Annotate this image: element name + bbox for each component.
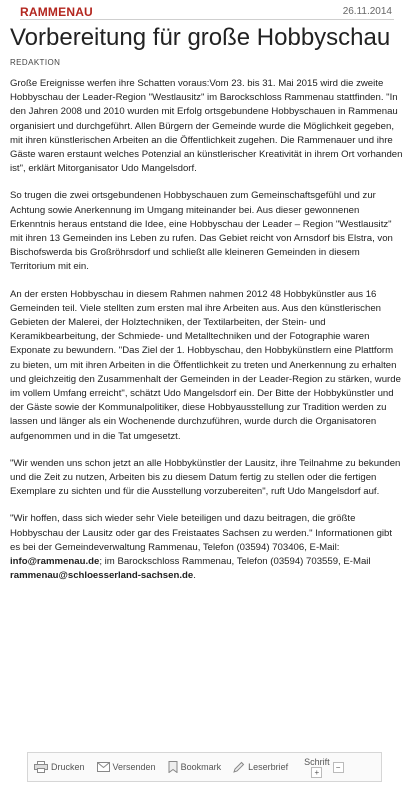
article-title: Vorbereitung für große Hobbyschau	[10, 24, 391, 51]
email-link-info[interactable]: info@rammenau.de	[10, 556, 100, 568]
header-divider	[20, 19, 394, 20]
contact-text-end: .	[193, 570, 196, 582]
print-button[interactable]	[34, 761, 85, 773]
bookmark-button[interactable]	[168, 761, 222, 773]
font-decrease-button[interactable]: −	[333, 762, 344, 773]
location-label: RAMMENAU	[20, 5, 93, 19]
letter-button[interactable]	[233, 761, 288, 773]
contact-text: "Wir hoffen, dass sich wieder sehr Viele beteiligen und dazu beitragen, die größte Hobbyschau der Lausitz oder gar des Freistaates Sachsen zu werden." Informationen gibt es bei der Gemeindeverwaltung Rammenau, Telefon (03594) 703406, E-Mail:	[10, 513, 393, 553]
article-paragraph-3: An der ersten Hobbyschau in diesem Rahmen nahmen 2012 48 Hobbykünstler aus 16 Gemeinden teil. Viele stellten zum ersten mal ihre Arbeiten aus. Aus den künstlerischen Gebieten der Malerei, der Holztechniken, der Textilarbeiten, der Stein- und Keramikbearbeitung, der Schmiede- und Metalltechniken und der Fotographie waren Exponate zu bewundern. "Das Ziel der 1. Hobbyschau, den Hobbykünstlern eine Plattform zu bieten, um mit ihren Arbeiten in die Öffentlichkeit zu treten und Anerkennung zu erhalten und gleichzeitig den Zusammenhalt der Gemeinden in der Leader-Region zu stärken, wurde im vollem Umfang erreicht", schätzt Udo Mangelsdorf ein. Der Bitte der Hobbykünstler und der Gäste sowie der Kommunalpolitiker, diese Hobbyausstellung zur Tradition werden zu lassen und länger als ein Wochenende durchzuführen, wurde durch die Organisatoren aufgenommen und in die Tat umgesetzt.	[10, 288, 401, 442]
publish-date: 26.11.2014	[342, 6, 392, 17]
article-body	[10, 77, 404, 584]
font-size-control	[304, 757, 344, 778]
font-size-stack	[304, 757, 330, 778]
letter-label: Leserbrief	[248, 762, 289, 772]
contact-text-middle: ; im Barockschloss Rammenau, Telefon (03594) 703559, E-Mail	[99, 556, 371, 568]
bookmark-label: Bookmark	[180, 762, 222, 772]
pencil-icon	[233, 761, 245, 773]
article-paragraph-1: Große Ereignisse werfen ihre Schatten voraus:Vom 23. bis 31. Mai 2015 wird die zweite Hobbyschau der Leader-Region "Westlausitz" im Barockschloss Rammenau stattfinden. "In den Jahren 2008 und 2010 wurden mit Erfolg ortsgebundene Hobbyschauen in Rammenau organisiert und durchgeführt. Allen Bürgern der Gemeinde wurde die Möglichkeit gegeben, mit ihren künstlerischen Arbeiten an die Öffentlichkeit zugehen. Die Rammenauer und ihre Gäste waren erstaunt welches Potenzial an künstlerischer Kreativität in ihrem Ort vorhanden ist", erklärt Mitorganisator Udo Mangelsdorf.	[10, 78, 403, 175]
send-button[interactable]	[97, 762, 156, 772]
envelope-icon	[97, 762, 110, 772]
article-paragraph-5	[10, 512, 404, 583]
font-size-label: Schrift	[304, 756, 330, 767]
article-paragraph-4: "Wir wenden uns schon jetzt an alle Hobbykünstler der Lausitz, ihre Teilnahme zu bekunden und die Zeit zu nutzen, Arbeiten bis zu diesem Datum fertig zu stellen oder die fertigen Exemplare zu sichten und für die Ausstellung vorzubereiten", ruft Udo Mangelsdorf auf.	[10, 457, 401, 498]
bookmark-icon	[168, 761, 178, 773]
send-label: Versenden	[112, 762, 156, 772]
printer-icon	[34, 761, 48, 773]
article-toolbar	[27, 752, 382, 782]
font-increase-button[interactable]: +	[311, 767, 322, 778]
article-header	[10, 0, 404, 20]
article-author: REDAKTION	[10, 58, 61, 67]
email-link-schloss[interactable]: rammenau@schloesserland-sachsen.de	[10, 570, 194, 582]
article-paragraph-2: So trugen die zwei ortsgebundenen Hobbyschauen zum Gemeinschaftsgefühl und zur Achtung sowie Anerkennung im Umgang miteinander bei. Aus dieser gewonnenen Erkenntnis heraus entstand die Idee, eine Hobbyschau der Leader – Region "Westlausitz" mit ihren 13 Gemeinden ins Leben zu rufen. Das Gebiet reicht von Arnsdorf bis Elstra, von Bischofswerda bis Großröhrsdorf und schließt alle kleineren Gemeinden in diesem Territorium mit ein.	[10, 190, 393, 273]
print-label: Drucken	[51, 762, 85, 772]
